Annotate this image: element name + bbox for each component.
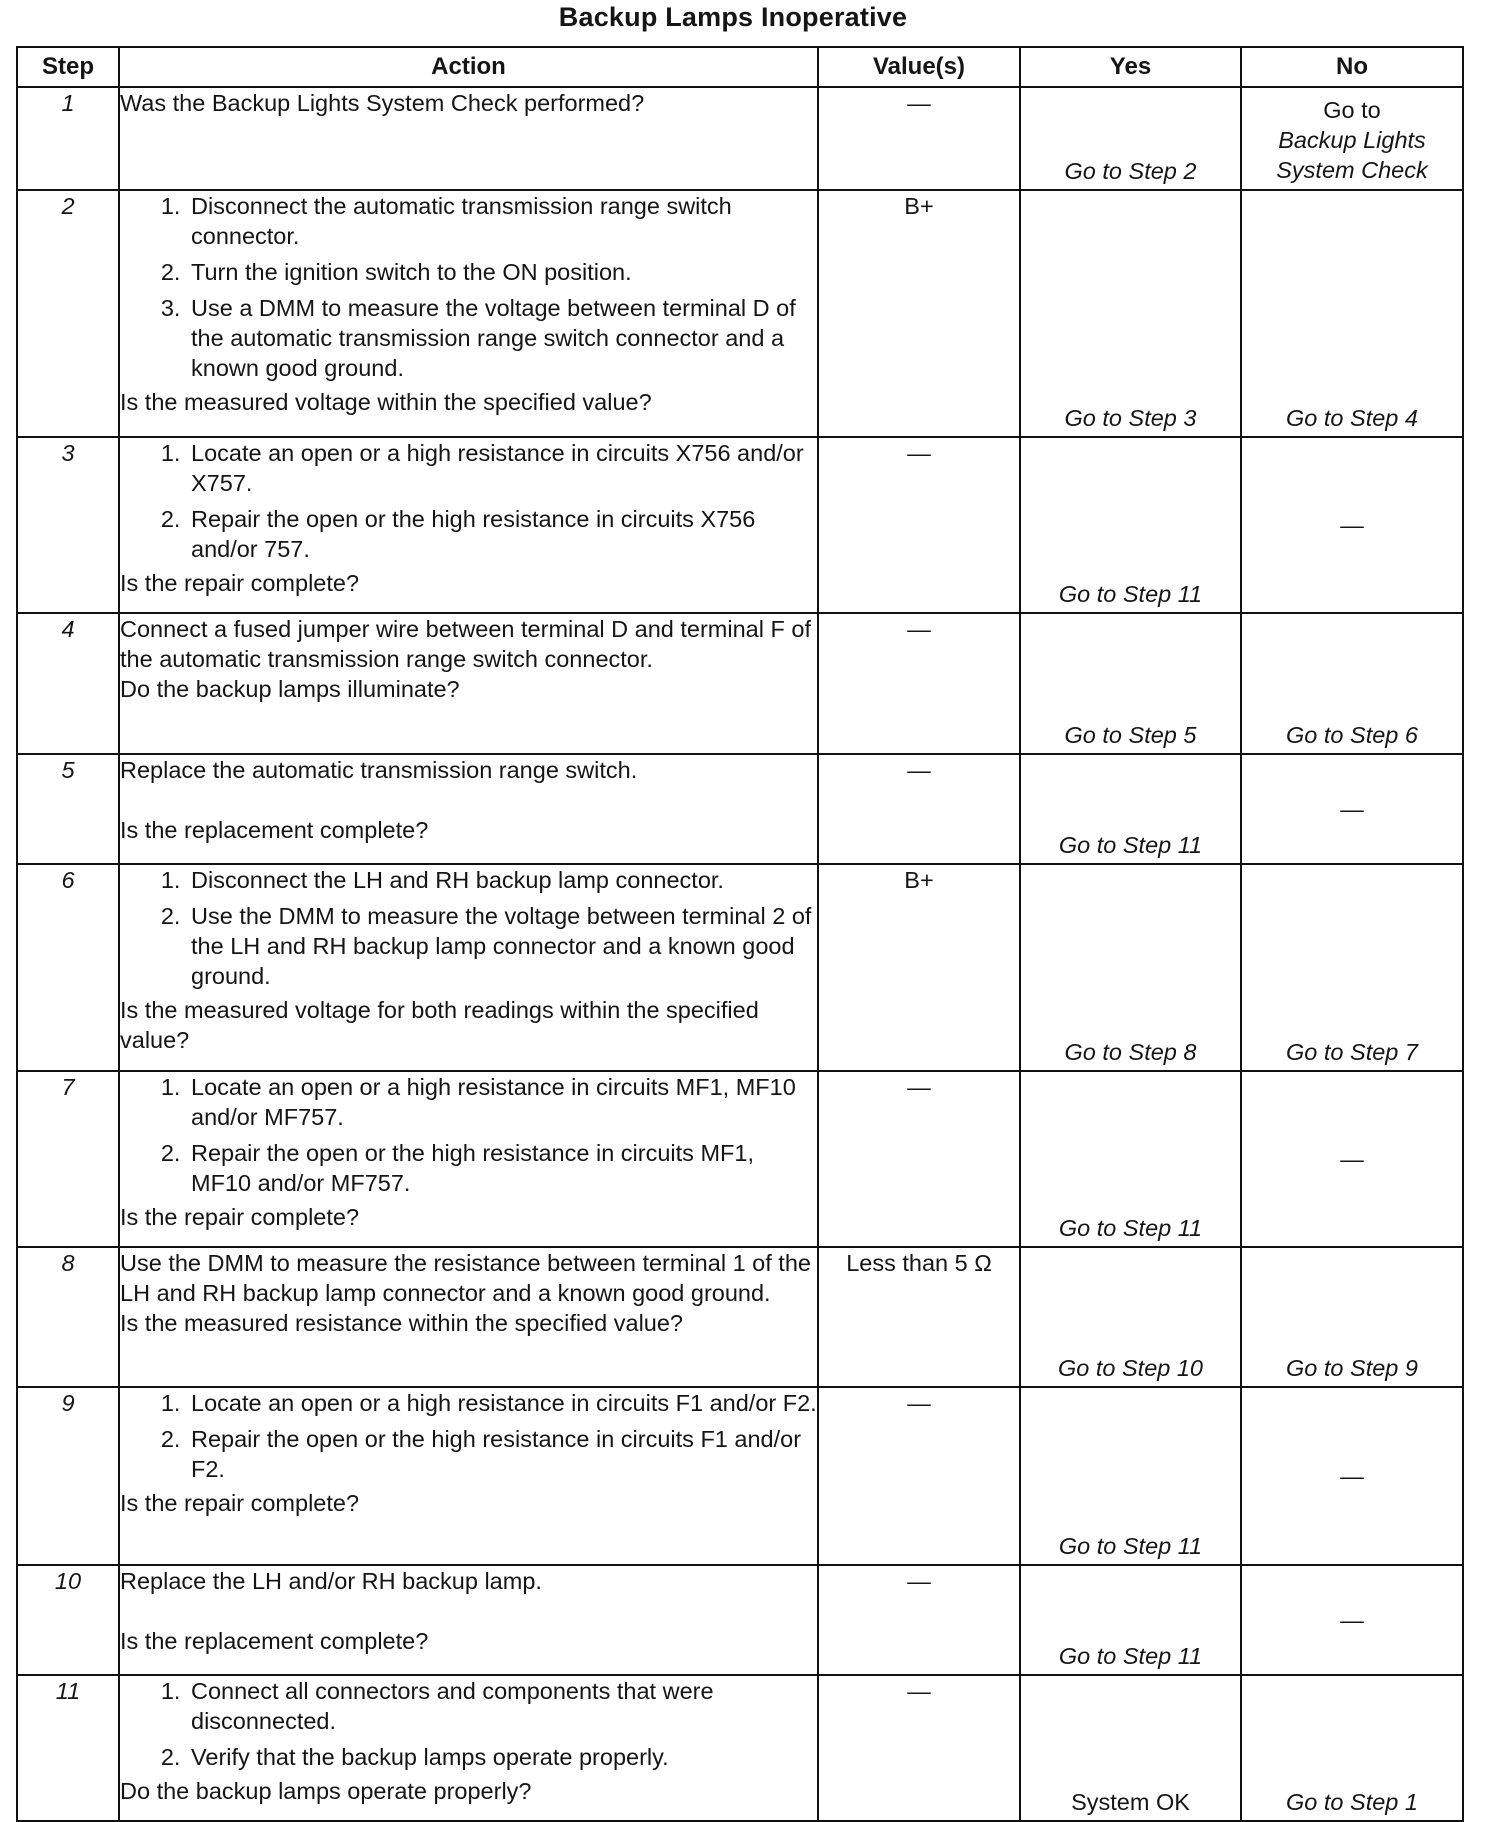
no-link[interactable]: Go to Step 6 [1286, 722, 1418, 748]
action-cell [119, 1247, 818, 1387]
no-link[interactable]: Go to Step 7 [1286, 1039, 1418, 1065]
table-row [17, 1387, 1463, 1565]
yes-cell [1020, 754, 1241, 864]
table-row [17, 864, 1463, 1071]
action-cell [119, 437, 818, 613]
table-row [17, 613, 1463, 754]
header-row [17, 47, 1463, 87]
substep: 2. Turn the ignition switch to the ON position. [187, 257, 817, 287]
action-question: Is the repair complete? [120, 1204, 360, 1230]
header-no: No [1241, 47, 1463, 87]
action-cell [119, 190, 818, 437]
substep: 2. Repair the open or the high resistance in circuits MF1, MF10 and/or MF757. [187, 1138, 817, 1198]
substep-list [120, 865, 817, 991]
substep: 1. Locate an open or a high resistance in circuits F1 and/or F2. [187, 1388, 817, 1418]
action-question: Is the repair complete? [120, 570, 360, 596]
step-number: 8 [17, 1247, 119, 1387]
no-value: — [1340, 1463, 1364, 1489]
action-cell [119, 87, 818, 190]
action-cell [119, 1387, 818, 1565]
substep-list [120, 1388, 817, 1484]
step-number: 11 [17, 1675, 119, 1821]
yes-cell [1020, 864, 1241, 1071]
no-link[interactable] [1242, 95, 1462, 185]
yes-link[interactable]: Go to Step 11 [1058, 1215, 1203, 1241]
yes-link[interactable]: Go to Step 11 [1058, 1533, 1203, 1559]
substep: 1. Locate an open or a high resistance in circuits X756 and/or X757. [187, 438, 817, 498]
value-cell: — [818, 1565, 1020, 1675]
yes-link[interactable]: Go to Step 5 [1064, 722, 1197, 748]
action-question: Is the repair complete? [120, 1490, 360, 1516]
no-cell [1241, 613, 1463, 754]
yes-link[interactable]: Go to Step 11 [1058, 1643, 1203, 1669]
action-cell [119, 1071, 818, 1247]
table-row [17, 1675, 1463, 1821]
action-cell [119, 1565, 818, 1675]
table-row [17, 437, 1463, 613]
value-cell: — [818, 754, 1020, 864]
yes-link[interactable]: Go to Step 11 [1058, 581, 1203, 607]
no-cell [1241, 1247, 1463, 1387]
no-cell [1241, 190, 1463, 437]
substep-list [120, 191, 817, 383]
step-number: 3 [17, 437, 119, 613]
substep: 1. Locate an open or a high resistance in circuits MF1, MF10 and/or MF757. [187, 1072, 817, 1132]
yes-link[interactable]: Go to Step 2 [1064, 158, 1197, 184]
action-question: Do the backup lamps illuminate? [120, 676, 460, 702]
yes-link[interactable]: Go to Step 8 [1064, 1039, 1197, 1065]
action-cell [119, 1675, 818, 1821]
action-text: Was the Backup Lights System Check performed? [120, 90, 645, 116]
substep: 2. Repair the open or the high resistance in circuits X756 and/or 757. [187, 504, 817, 564]
no-link[interactable]: Go to Step 1 [1286, 1789, 1418, 1815]
step-number: 5 [17, 754, 119, 864]
yes-link[interactable]: Go to Step 3 [1064, 405, 1197, 431]
value-cell: B+ [818, 190, 1020, 437]
header-step: Step [17, 47, 119, 87]
action-question: Is the replacement complete? [120, 817, 429, 843]
action-question: Is the measured voltage for both readings within the specified value? [120, 997, 759, 1053]
substep-list [120, 1676, 817, 1772]
action-question: Do the backup lamps operate properly? [120, 1778, 532, 1804]
no-cell [1241, 864, 1463, 1071]
page-title: Backup Lamps Inoperative [558, 2, 908, 32]
no-link-ref: Backup Lights System Check [1276, 127, 1428, 183]
no-cell [1241, 1565, 1463, 1675]
value-cell: B+ [818, 864, 1020, 1071]
diagnostic-table [16, 46, 1464, 1822]
action-text: Replace the LH and/or RH backup lamp. [120, 1568, 542, 1594]
action-question: Is the replacement complete? [120, 1628, 429, 1654]
step-number: 1 [17, 87, 119, 190]
substep: 1. Connect all connectors and components that were disconnected. [187, 1676, 817, 1736]
no-cell [1241, 437, 1463, 613]
no-cell [1241, 1387, 1463, 1565]
yes-cell [1020, 190, 1241, 437]
value-cell: Less than 5 Ω [818, 1247, 1020, 1387]
step-number: 10 [17, 1565, 119, 1675]
step-number: 2 [17, 190, 119, 437]
no-cell [1241, 1071, 1463, 1247]
no-cell [1241, 87, 1463, 190]
header-values: Value(s) [818, 47, 1020, 87]
value-cell: — [818, 613, 1020, 754]
table-row [17, 190, 1463, 437]
yes-cell [1020, 437, 1241, 613]
substep: 1. Disconnect the automatic transmission range switch connector. [187, 191, 817, 251]
table-row [17, 1071, 1463, 1247]
yes-cell [1020, 1387, 1241, 1565]
yes-cell [1020, 1675, 1241, 1821]
action-question: Is the measured resistance within the specified value? [120, 1310, 684, 1336]
value-cell: — [818, 1071, 1020, 1247]
header-action: Action [119, 47, 818, 87]
action-question: Is the measured voltage within the specified value? [120, 389, 652, 415]
no-cell [1241, 1675, 1463, 1821]
no-value: — [1340, 796, 1364, 822]
value-cell: — [818, 1675, 1020, 1821]
table-row [17, 1247, 1463, 1387]
substep: 2. Repair the open or the high resistance in circuits F1 and/or F2. [187, 1424, 817, 1484]
substep: 1. Disconnect the LH and RH backup lamp connector. [187, 865, 817, 895]
no-link[interactable]: Go to Step 9 [1286, 1355, 1418, 1381]
action-cell [119, 864, 818, 1071]
table-row [17, 1565, 1463, 1675]
yes-cell [1020, 1071, 1241, 1247]
no-cell [1241, 754, 1463, 864]
table-row [17, 87, 1463, 190]
yes-cell [1020, 613, 1241, 754]
substep-list [120, 438, 817, 564]
header-yes: Yes [1020, 47, 1241, 87]
yes-link[interactable]: System OK [1071, 1789, 1190, 1815]
no-value: — [1340, 1607, 1364, 1633]
yes-link[interactable]: Go to Step 11 [1058, 832, 1203, 858]
yes-cell [1020, 1565, 1241, 1675]
action-text: Use the DMM to measure the resistance between terminal 1 of the LH and RH backup lamp connector and a known good ground. [120, 1250, 811, 1306]
substep-list [120, 1072, 817, 1198]
yes-cell [1020, 87, 1241, 190]
action-text: Connect a fused jumper wire between terminal D and terminal F of the automatic transmission range switch connector. [120, 616, 811, 672]
action-cell [119, 613, 818, 754]
action-text: Replace the automatic transmission range switch. [120, 757, 638, 783]
yes-link[interactable]: Go to Step 10 [1057, 1355, 1204, 1381]
substep: 3. Use a DMM to measure the voltage between terminal D of the automatic transmission range switch connector and a known good ground. [187, 293, 817, 383]
step-number: 9 [17, 1387, 119, 1565]
table-row [17, 754, 1463, 864]
no-link-prefix: Go to [1323, 97, 1381, 123]
no-value: — [1340, 512, 1364, 538]
no-value: — [1340, 1146, 1364, 1172]
value-cell: — [818, 437, 1020, 613]
no-link[interactable]: Go to Step 4 [1286, 405, 1418, 431]
step-number: 4 [17, 613, 119, 754]
step-number: 6 [17, 864, 119, 1071]
step-number: 7 [17, 1071, 119, 1247]
value-cell: — [818, 87, 1020, 190]
substep: 2. Verify that the backup lamps operate properly. [187, 1742, 817, 1772]
action-cell [119, 754, 818, 864]
value-cell: — [818, 1387, 1020, 1565]
substep: 2. Use the DMM to measure the voltage between terminal 2 of the LH and RH backup lamp connector and a known good ground. [187, 901, 817, 991]
yes-cell [1020, 1247, 1241, 1387]
